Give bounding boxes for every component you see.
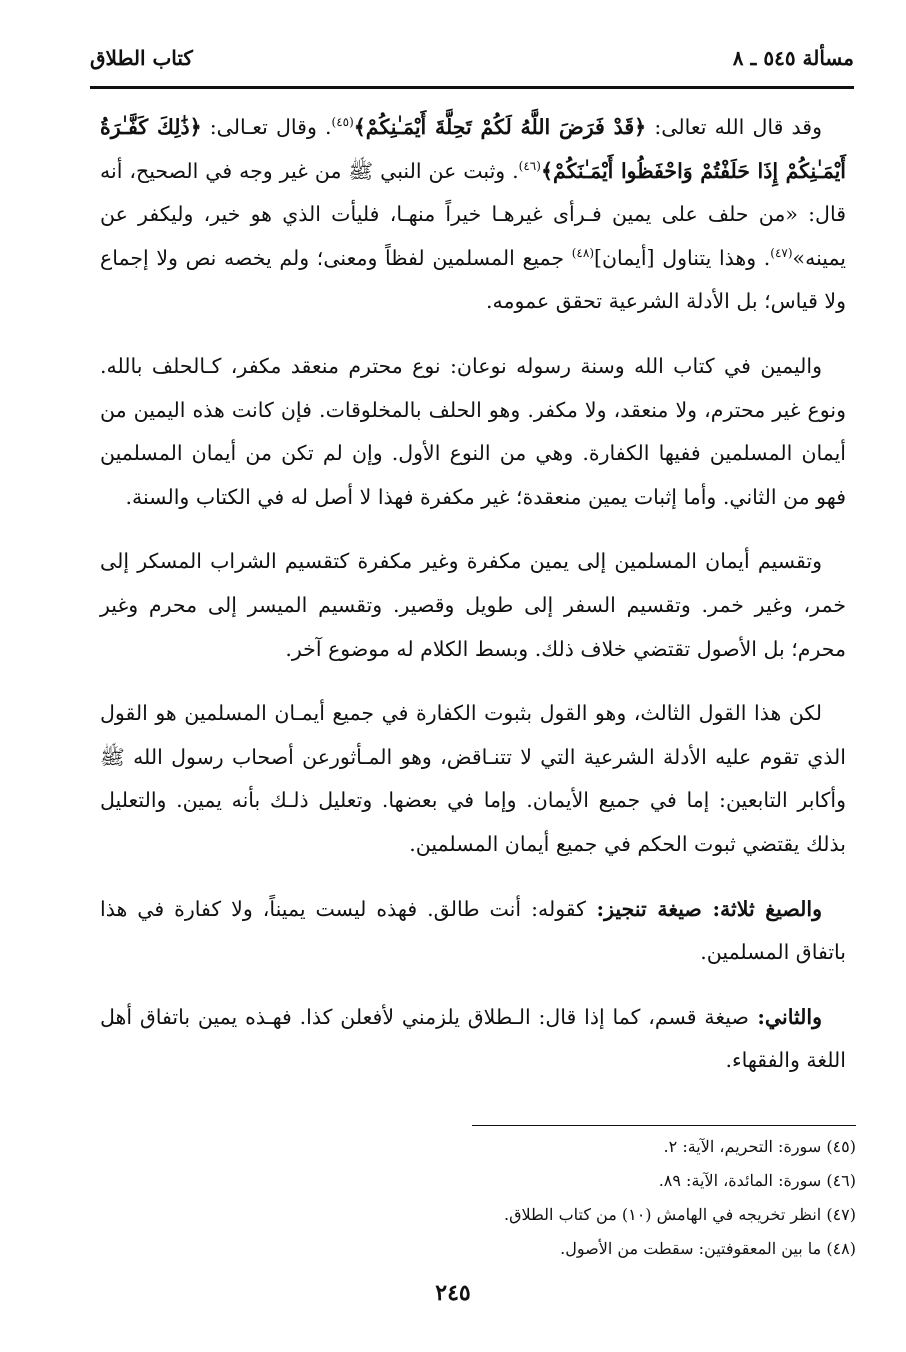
quran-quote-1: ﴿قَدْ فَرَضَ اللَّهُ لَكُمْ تَحِلَّةَ أَيْمَـٰنِكُمْ﴾ xyxy=(353,115,647,139)
footnotes xyxy=(100,1130,856,1266)
running-header xyxy=(90,38,854,78)
paragraph-1 xyxy=(100,106,846,324)
paragraph-5 xyxy=(100,888,846,975)
footnote-46: (٤٦) سورة: المائدة، الآية: ٨٩. xyxy=(658,1171,856,1190)
footnote-ref-48: (٤٨) xyxy=(571,245,594,260)
footnote-ref-45: (٤٥) xyxy=(331,115,354,130)
paragraph-1-text-b: . وقال تعـالى: xyxy=(201,115,332,139)
paragraph-5-text: كقوله: أنت طالق. فهذه ليست يميناً، ولا كفارة في هذا باتفاق المسلمين. xyxy=(100,896,846,965)
main-text xyxy=(100,106,846,1104)
header-book-title: كتاب الطلاق xyxy=(90,46,193,70)
paragraph-1-text-a: وقد قال الله تعالى: xyxy=(646,115,822,139)
paragraph-4: لكن هذا القول الثالث، وهو القول بثبوت الكفارة في جميع أيمـان المسلمين هو القول الذي تقوم عليه الأدلة الشرعية التي لا تتنـاقض، وهو المـأثورعن أصحاب رسول الله ﷺ وأكابر التابعين: إما في جميع الأيمان. وإما في بعضها. وتعليل ذلـك بأنه يمين. والتعليل بذلك يقتضي ثبوت الحكم في جميع أيمان المسلمين. xyxy=(100,701,846,856)
paragraph-5-heading: والصيغ ثلاثة: صيغة تنجيز: xyxy=(585,896,822,921)
paragraph-6-heading: والثاني: xyxy=(748,1004,822,1029)
paragraph-6-text: صيغة قسم، كما إذا قال: الـطلاق يلزمني لأفعلن كذا. فهـذه يمين باتفاق أهل اللغة والفقهاء. xyxy=(100,1004,846,1073)
quran-quote-2: ﴿ذَٰلِكَ كَفَّـٰرَةُ أَيْمَـٰنِكُمْ إِذَا حَلَفْتُمْ وَاحْفَظُوا أَيْمَـٰنَكُمْ﴾ xyxy=(100,115,847,183)
paragraph-1-text-d: . وهذا يتناول [أيمان] xyxy=(594,245,771,270)
paragraph-6 xyxy=(100,996,846,1083)
paragraph-1-text-c: . وثبت عن النبي ﷺ من غير وجه في الصحيح، أنه قال: «من حلف على يمين فـرأى غيرهـا خيراً منهـا، فليأت الذي هو خير، وليكفر عن يمينه» xyxy=(100,158,847,270)
footnote-ref-47: (٤٧) xyxy=(770,245,793,260)
paragraph-2: واليمين في كتاب الله وسنة رسوله نوعان: نوع محترم منعقد مكفر، كـالحلف بالله. ونوع غير محترم، ولا منعقد، ولا مكفر. وهو الحلف بالمخلوقات. فإن كانت هذه اليمين من أيمان المسلمين ففيها الكفارة. وهي من النوع الأول. وإن لم تكن من أيمان المسلمين فهو من الثاني. وأما إثبات يمين منعقدة؛ غير مكفرة فهذا لا أصل له في الكتاب والسنة. xyxy=(100,353,846,509)
paragraph-1-text-e: جميع المسلمين لفظاً ومعنى؛ ولم يخصه نص ولا إجماع ولا قياس؛ بل الأدلة الشرعية تحقق عمومه. xyxy=(100,245,846,314)
paragraph-3: وتقسيم أيمان المسلمين إلى يمين مكفرة وغير مكفرة كتقسيم الشراب المسكر إلى خمر، وغير خمر. وتقسيم السفر إلى طويل وقصير. وتقسيم الميسر إلى محرم وغير محرم؛ بل الأصول تقتضي خلاف ذلك. وبسط الكلام له موضوع آخر. xyxy=(100,549,846,661)
page-number: ٢٤٥ xyxy=(435,1280,471,1306)
header-issue-number: مسألة ٥٤٥ ـ ٨ xyxy=(732,46,854,70)
footnote-45: (٤٥) سورة: التحريم، الآية: ٢. xyxy=(663,1137,856,1156)
footnote-divider xyxy=(472,1125,856,1126)
footnote-47: (٤٧) انظر تخريجه في الهامش (١٠) من كتاب الطلاق. xyxy=(503,1205,856,1224)
footnote-ref-46: (٤٦) xyxy=(518,158,541,173)
footnote-48: (٤٨) ما بين المعقوفتين: سقطت من الأصول. xyxy=(560,1239,856,1258)
header-divider xyxy=(90,86,854,89)
